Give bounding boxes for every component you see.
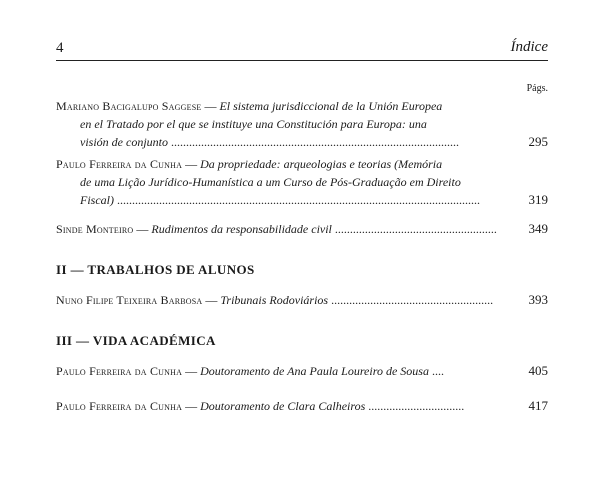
toc-entry-title: El sistema jurisdiccional de la Unión Europea: [219, 99, 443, 113]
toc-entry-title: Doutoramento de Clara Calheiros: [200, 399, 366, 413]
toc-entry-text: [56, 397, 506, 415]
toc-entry-page: 349: [528, 221, 548, 236]
toc-entry: [56, 220, 548, 238]
toc-entry-title: Tribunais Rodoviários: [220, 293, 329, 307]
toc-entry-title-continued: visión de conjunto: [80, 135, 168, 149]
running-header: [56, 36, 548, 61]
section-heading: II — TRABALHOS DE ALUNOS: [56, 262, 255, 277]
toc-entry-page: 295: [528, 134, 548, 149]
toc-entry-text: [56, 362, 506, 380]
toc-entry-author: Paulo Ferreira da Cunha: [56, 399, 183, 413]
toc-entry: [56, 291, 548, 309]
toc-leader-dots: ......................................................: [331, 222, 497, 236]
toc-entry-author: Nuno Filipe Teixeira Barbosa: [56, 293, 203, 307]
toc-entry-author: Paulo Ferreira da Cunha: [56, 157, 183, 171]
toc-entry-title: Rudimentos da responsabilidade civil: [151, 222, 332, 236]
toc-entry-dash: —: [182, 157, 201, 171]
toc-leader-dots: ....: [428, 364, 444, 378]
toc-entry-page: 393: [528, 292, 548, 307]
toc-entry-dash: —: [133, 222, 152, 236]
toc-leader-dots: ................................: [365, 399, 465, 413]
toc-entry-text: [56, 291, 506, 309]
toc-entry-title-continued: en el Tratado por el que se instituye una Constitución para Europa: una: [80, 117, 427, 131]
toc-entry: [56, 362, 548, 380]
toc-entry-page: 405: [528, 363, 548, 378]
page-number: 4: [56, 40, 64, 56]
toc-entry: [56, 397, 548, 415]
toc-entry-dash: —: [182, 399, 201, 413]
toc-entry-text: [56, 97, 506, 151]
toc-entry-title: Da propriedade: arqueologias e teorias (Memória: [200, 157, 443, 171]
running-title: Índice: [510, 39, 548, 55]
toc-entry-dash: —: [201, 99, 220, 113]
pages-column-label: Págs.: [526, 83, 548, 94]
toc-entry-dash: —: [202, 293, 221, 307]
toc-entry-title: Doutoramento de Ana Paula Loureiro de Sousa: [200, 364, 429, 378]
toc-leader-dots: .........................................................................................................................: [114, 193, 480, 207]
toc-entry-title-continued: Fiscal): [80, 193, 114, 207]
toc-entry-author: Sinde Monteiro: [56, 222, 134, 236]
section-heading: III — VIDA ACADÉMICA: [56, 333, 216, 348]
toc-entry: [56, 155, 548, 209]
toc-entry-author: Paulo Ferreira da Cunha: [56, 364, 183, 378]
toc-entry-dash: —: [182, 364, 201, 378]
toc-entry-page: 319: [528, 192, 548, 207]
toc-entry-title-continued: de uma Lição Jurídico-Humanística a um Curso de Pós-Graduação em Direito: [80, 175, 461, 189]
toc-leader-dots: ................................................................................................: [167, 135, 459, 149]
toc-entry-text: [56, 220, 506, 238]
toc-entry-text: [56, 155, 506, 209]
toc-entry: [56, 97, 548, 151]
toc-entry-author: Mariano Bacigalupo Saggese: [56, 99, 202, 113]
toc-entry-page: 417: [528, 398, 548, 413]
toc-leader-dots: ......................................................: [328, 293, 494, 307]
